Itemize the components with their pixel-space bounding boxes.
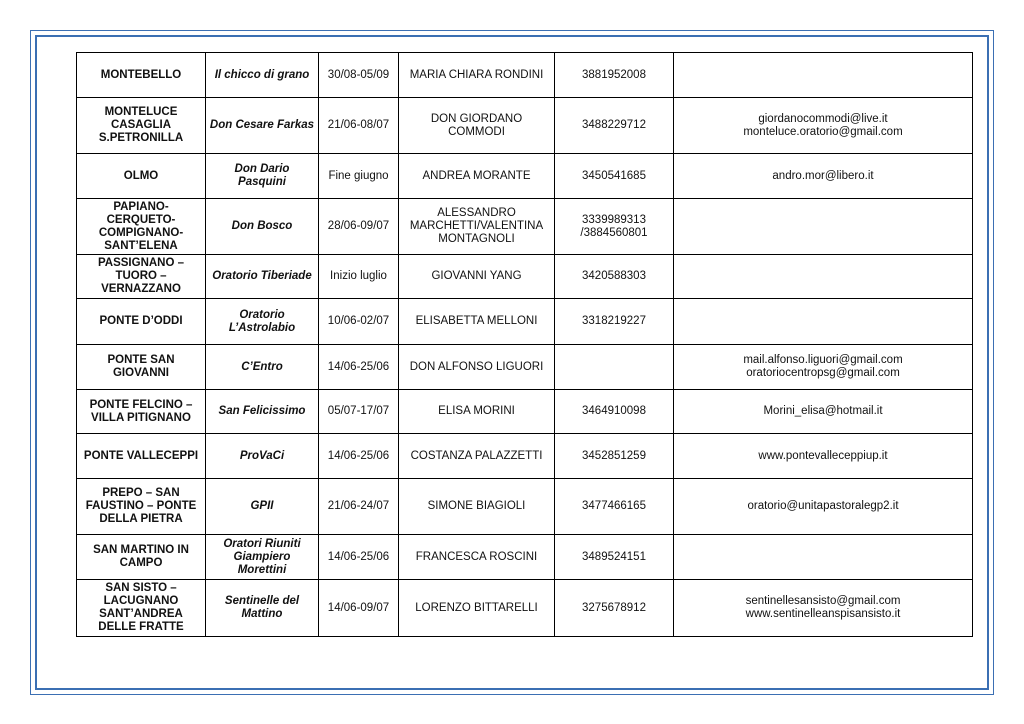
- dates-cell: 14/06-09/07: [319, 580, 399, 637]
- table-row: [77, 299, 973, 345]
- contact-cell: mail.alfonso.liguori@gmail.com oratoriocentropsg@gmail.com: [674, 345, 973, 390]
- table-row: [77, 479, 973, 535]
- oratory-name-cell: Don Dario Pasquini: [206, 154, 319, 199]
- table-row: [77, 199, 973, 255]
- responsible-cell: COSTANZA PALAZZETTI: [399, 434, 555, 479]
- responsible-cell: DON ALFONSO LIGUORI: [399, 345, 555, 390]
- phone-cell: 3275678912: [555, 580, 674, 637]
- responsible-cell: LORENZO BITTARELLI: [399, 580, 555, 637]
- contact-cell: andro.mor@libero.it: [674, 154, 973, 199]
- dates-cell: 05/07-17/07: [319, 390, 399, 434]
- parish-cell: SAN MARTINO IN CAMPO: [77, 535, 206, 580]
- contact-cell: sentinellesansisto@gmail.com www.sentinelleanspisansisto.it: [674, 580, 973, 637]
- contact-cell: [674, 255, 973, 299]
- oratory-name-cell: Il chicco di grano: [206, 53, 319, 98]
- phone-cell: 3488229712: [555, 98, 674, 154]
- dates-cell: Fine giugno: [319, 154, 399, 199]
- table-row: [77, 53, 973, 98]
- oratory-name-cell: GPII: [206, 479, 319, 535]
- phone-cell: 3464910098: [555, 390, 674, 434]
- oratory-name-cell: Oratorio L’Astrolabio: [206, 299, 319, 345]
- contact-cell: giordanocommodi@live.it monteluce.oratorio@gmail.com: [674, 98, 973, 154]
- responsible-cell: GIOVANNI YANG: [399, 255, 555, 299]
- phone-cell: 3489524151: [555, 535, 674, 580]
- table-row: [77, 255, 973, 299]
- parish-cell: SAN SISTO – LACUGNANO SANT’ANDREA DELLE FRATTE: [77, 580, 206, 637]
- oratory-name-cell: Don Cesare Farkas: [206, 98, 319, 154]
- dates-cell: 21/06-24/07: [319, 479, 399, 535]
- responsible-cell: ELISA MORINI: [399, 390, 555, 434]
- phone-cell: 3420588303: [555, 255, 674, 299]
- parish-cell: PASSIGNANO – TUORO – VERNAZZANO: [77, 255, 206, 299]
- contact-cell: Morini_elisa@hotmail.it: [674, 390, 973, 434]
- responsible-cell: ALESSANDRO MARCHETTI/VALENTINA MONTAGNOLI: [399, 199, 555, 255]
- parish-cell: PONTE D’ODDI: [77, 299, 206, 345]
- parish-cell: PAPIANO-CERQUETO-COMPIGNANO-SANT’ELENA: [77, 199, 206, 255]
- table-row: [77, 98, 973, 154]
- contact-cell: [674, 53, 973, 98]
- parish-cell: MONTEBELLO: [77, 53, 206, 98]
- table-row: [77, 580, 973, 637]
- contact-cell: [674, 199, 973, 255]
- phone-cell: 3452851259: [555, 434, 674, 479]
- parish-cell: PONTE VALLECEPPI: [77, 434, 206, 479]
- phone-cell: 3339989313 /3884560801: [555, 199, 674, 255]
- oratory-name-cell: San Felicissimo: [206, 390, 319, 434]
- oratory-name-cell: Sentinelle del Mattino: [206, 580, 319, 637]
- phone-cell: 3318219227: [555, 299, 674, 345]
- dates-cell: 14/06-25/06: [319, 535, 399, 580]
- contact-cell: oratorio@unitapastoralegp2.it: [674, 479, 973, 535]
- table-row: [77, 390, 973, 434]
- responsible-cell: MARIA CHIARA RONDINI: [399, 53, 555, 98]
- oratory-name-cell: ProVaCi: [206, 434, 319, 479]
- table-row: [77, 535, 973, 580]
- dates-cell: 10/06-02/07: [319, 299, 399, 345]
- parish-cell: MONTELUCE CASAGLIA S.PETRONILLA: [77, 98, 206, 154]
- responsible-cell: SIMONE BIAGIOLI: [399, 479, 555, 535]
- dates-cell: 28/06-09/07: [319, 199, 399, 255]
- oratory-name-cell: C’Entro: [206, 345, 319, 390]
- dates-cell: 14/06-25/06: [319, 434, 399, 479]
- oratory-schedule-table: [76, 52, 973, 637]
- responsible-cell: FRANCESCA ROSCINI: [399, 535, 555, 580]
- phone-cell: [555, 345, 674, 390]
- dates-cell: 30/08-05/09: [319, 53, 399, 98]
- table-row: [77, 345, 973, 390]
- oratory-name-cell: Oratori Riuniti Giampiero Morettini: [206, 535, 319, 580]
- dates-cell: 14/06-25/06: [319, 345, 399, 390]
- responsible-cell: ELISABETTA MELLONI: [399, 299, 555, 345]
- oratory-name-cell: Don Bosco: [206, 199, 319, 255]
- parish-cell: PONTE FELCINO – VILLA PITIGNANO: [77, 390, 206, 434]
- contact-cell: www.pontevalleceppiup.it: [674, 434, 973, 479]
- table-row: [77, 154, 973, 199]
- responsible-cell: DON GIORDANO COMMODI: [399, 98, 555, 154]
- responsible-cell: ANDREA MORANTE: [399, 154, 555, 199]
- dates-cell: 21/06-08/07: [319, 98, 399, 154]
- oratory-name-cell: Oratorio Tiberiade: [206, 255, 319, 299]
- phone-cell: 3477466165: [555, 479, 674, 535]
- phone-cell: 3881952008: [555, 53, 674, 98]
- table-row: [77, 434, 973, 479]
- contact-cell: [674, 299, 973, 345]
- parish-cell: OLMO: [77, 154, 206, 199]
- parish-cell: PONTE SAN GIOVANNI: [77, 345, 206, 390]
- parish-cell: PREPO – SAN FAUSTINO – PONTE DELLA PIETRA: [77, 479, 206, 535]
- dates-cell: Inizio luglio: [319, 255, 399, 299]
- contact-cell: [674, 535, 973, 580]
- phone-cell: 3450541685: [555, 154, 674, 199]
